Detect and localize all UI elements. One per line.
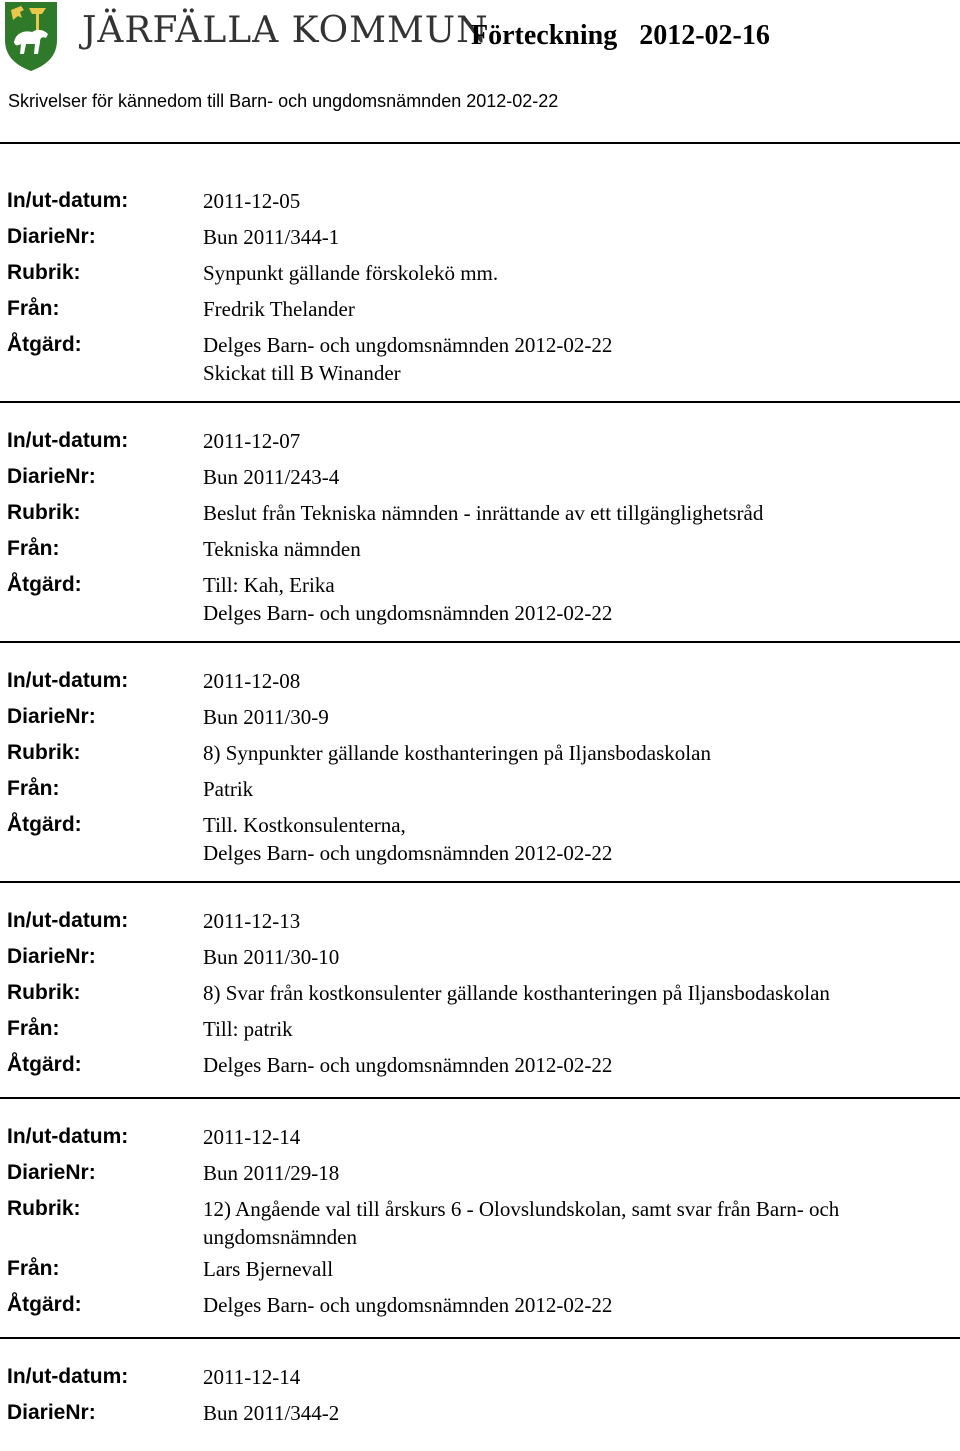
diarienr-label: DiarieNr:	[7, 705, 96, 728]
entry-divider	[0, 1097, 960, 1099]
entry-divider	[0, 401, 960, 403]
rubrik-label: Rubrik:	[7, 1197, 81, 1220]
rubrik-value: Beslut från Tekniska nämnden - inrättande av ett tillgänglighetsråd	[203, 501, 764, 525]
diarienr-value: Bun 2011/344-2	[203, 1401, 340, 1425]
atgard-label: Åtgärd:	[7, 573, 82, 596]
document-type: Förteckning	[471, 20, 618, 51]
date-label: In/ut-datum:	[7, 1365, 129, 1388]
entry	[0, 903, 960, 1099]
header-divider	[0, 142, 960, 144]
rubrik-value: 8) Svar från kostkonsulenter gällande kosthanteringen på Iljansbodaskolan	[203, 981, 830, 1005]
diarienr-label: DiarieNr:	[7, 1161, 96, 1184]
fran-label: Från:	[7, 1257, 60, 1280]
rubrik-label: Rubrik:	[7, 261, 81, 284]
entry	[0, 1119, 960, 1339]
atgard-value: Delges Barn- och ungdomsnämnden 2012-02-22	[203, 1053, 613, 1077]
entry	[0, 423, 960, 643]
diarienr-label: DiarieNr:	[7, 225, 96, 248]
diarienr-value: Bun 2011/29-18	[203, 1161, 340, 1185]
date-value: 2011-12-08	[203, 669, 301, 693]
date-value: 2011-12-07	[203, 429, 301, 453]
date-value: 2011-12-14	[203, 1365, 301, 1389]
atgard-label: Åtgärd:	[7, 1053, 82, 1076]
municipality-name: JÄRFÄLLA KOMMUN	[82, 10, 489, 51]
fran-label: Från:	[7, 297, 60, 320]
date-value: 2011-12-14	[203, 1125, 301, 1149]
date-value: 2011-12-05	[203, 189, 301, 213]
diarienr-label: DiarieNr:	[7, 465, 96, 488]
fran-value: Fredrik Thelander	[203, 297, 355, 321]
date-label: In/ut-datum:	[7, 1125, 129, 1148]
date-label: In/ut-datum:	[7, 189, 129, 212]
diarienr-value: Bun 2011/344-1	[203, 225, 340, 249]
date-value: 2011-12-13	[203, 909, 301, 933]
fran-label: Från:	[7, 777, 60, 800]
entry	[0, 663, 960, 883]
entry	[0, 1359, 960, 1431]
atgard-label: Åtgärd:	[7, 813, 82, 836]
rubrik-label: Rubrik:	[7, 741, 81, 764]
diarienr-label: DiarieNr:	[7, 945, 96, 968]
fran-label: Från:	[7, 537, 60, 560]
document-title	[471, 20, 770, 52]
atgard-label: Åtgärd:	[7, 1293, 82, 1316]
fran-value: Patrik	[203, 777, 254, 801]
rubrik-value: Synpunkt gällande förskolekö mm.	[203, 261, 499, 285]
atgard-value: Delges Barn- och ungdomsnämnden 2012-02-22	[203, 1293, 613, 1317]
atgard-value: Till. Kostkonsulenterna, Delges Barn- och ungdomsnämnden 2012-02-22	[203, 813, 613, 865]
date-label: In/ut-datum:	[7, 909, 129, 932]
date-label: In/ut-datum:	[7, 669, 129, 692]
rubrik-value: 8) Synpunkter gällande kosthanteringen på Iljansbodaskolan	[203, 741, 711, 765]
diarienr-value: Bun 2011/30-9	[203, 705, 329, 729]
entry-divider	[0, 641, 960, 643]
document-date: 2012-02-16	[639, 20, 770, 51]
rubrik-label: Rubrik:	[7, 501, 81, 524]
atgard-value: Delges Barn- och ungdomsnämnden 2012-02-22 Skickat till B Winander	[203, 333, 613, 385]
rubrik-label: Rubrik:	[7, 981, 81, 1004]
rubrik-value: 12) Angående val till årskurs 6 - Olovslundskolan, samt svar från Barn- och ungdomsnämnden	[203, 1197, 840, 1249]
entry-divider	[0, 1337, 960, 1339]
atgard-label: Åtgärd:	[7, 333, 82, 356]
fran-value: Till: patrik	[203, 1017, 293, 1041]
diarienr-label: DiarieNr:	[7, 1401, 96, 1424]
document-subtitle: Skrivelser för kännedom till Barn- och ungdomsnämnden 2012-02-22	[8, 91, 559, 111]
fran-value: Tekniska nämnden	[203, 537, 361, 561]
date-label: In/ut-datum:	[7, 429, 129, 452]
diarienr-value: Bun 2011/243-4	[203, 465, 340, 489]
entry	[0, 183, 960, 403]
diarienr-value: Bun 2011/30-10	[203, 945, 340, 969]
atgard-value: Till: Kah, Erika Delges Barn- och ungdomsnämnden 2012-02-22	[203, 573, 613, 625]
fran-value: Lars Bjernevall	[203, 1257, 334, 1281]
municipality-crest-logo	[2, 0, 60, 72]
entry-divider	[0, 881, 960, 883]
entry-list	[0, 183, 960, 1451]
fran-label: Från:	[7, 1017, 60, 1040]
